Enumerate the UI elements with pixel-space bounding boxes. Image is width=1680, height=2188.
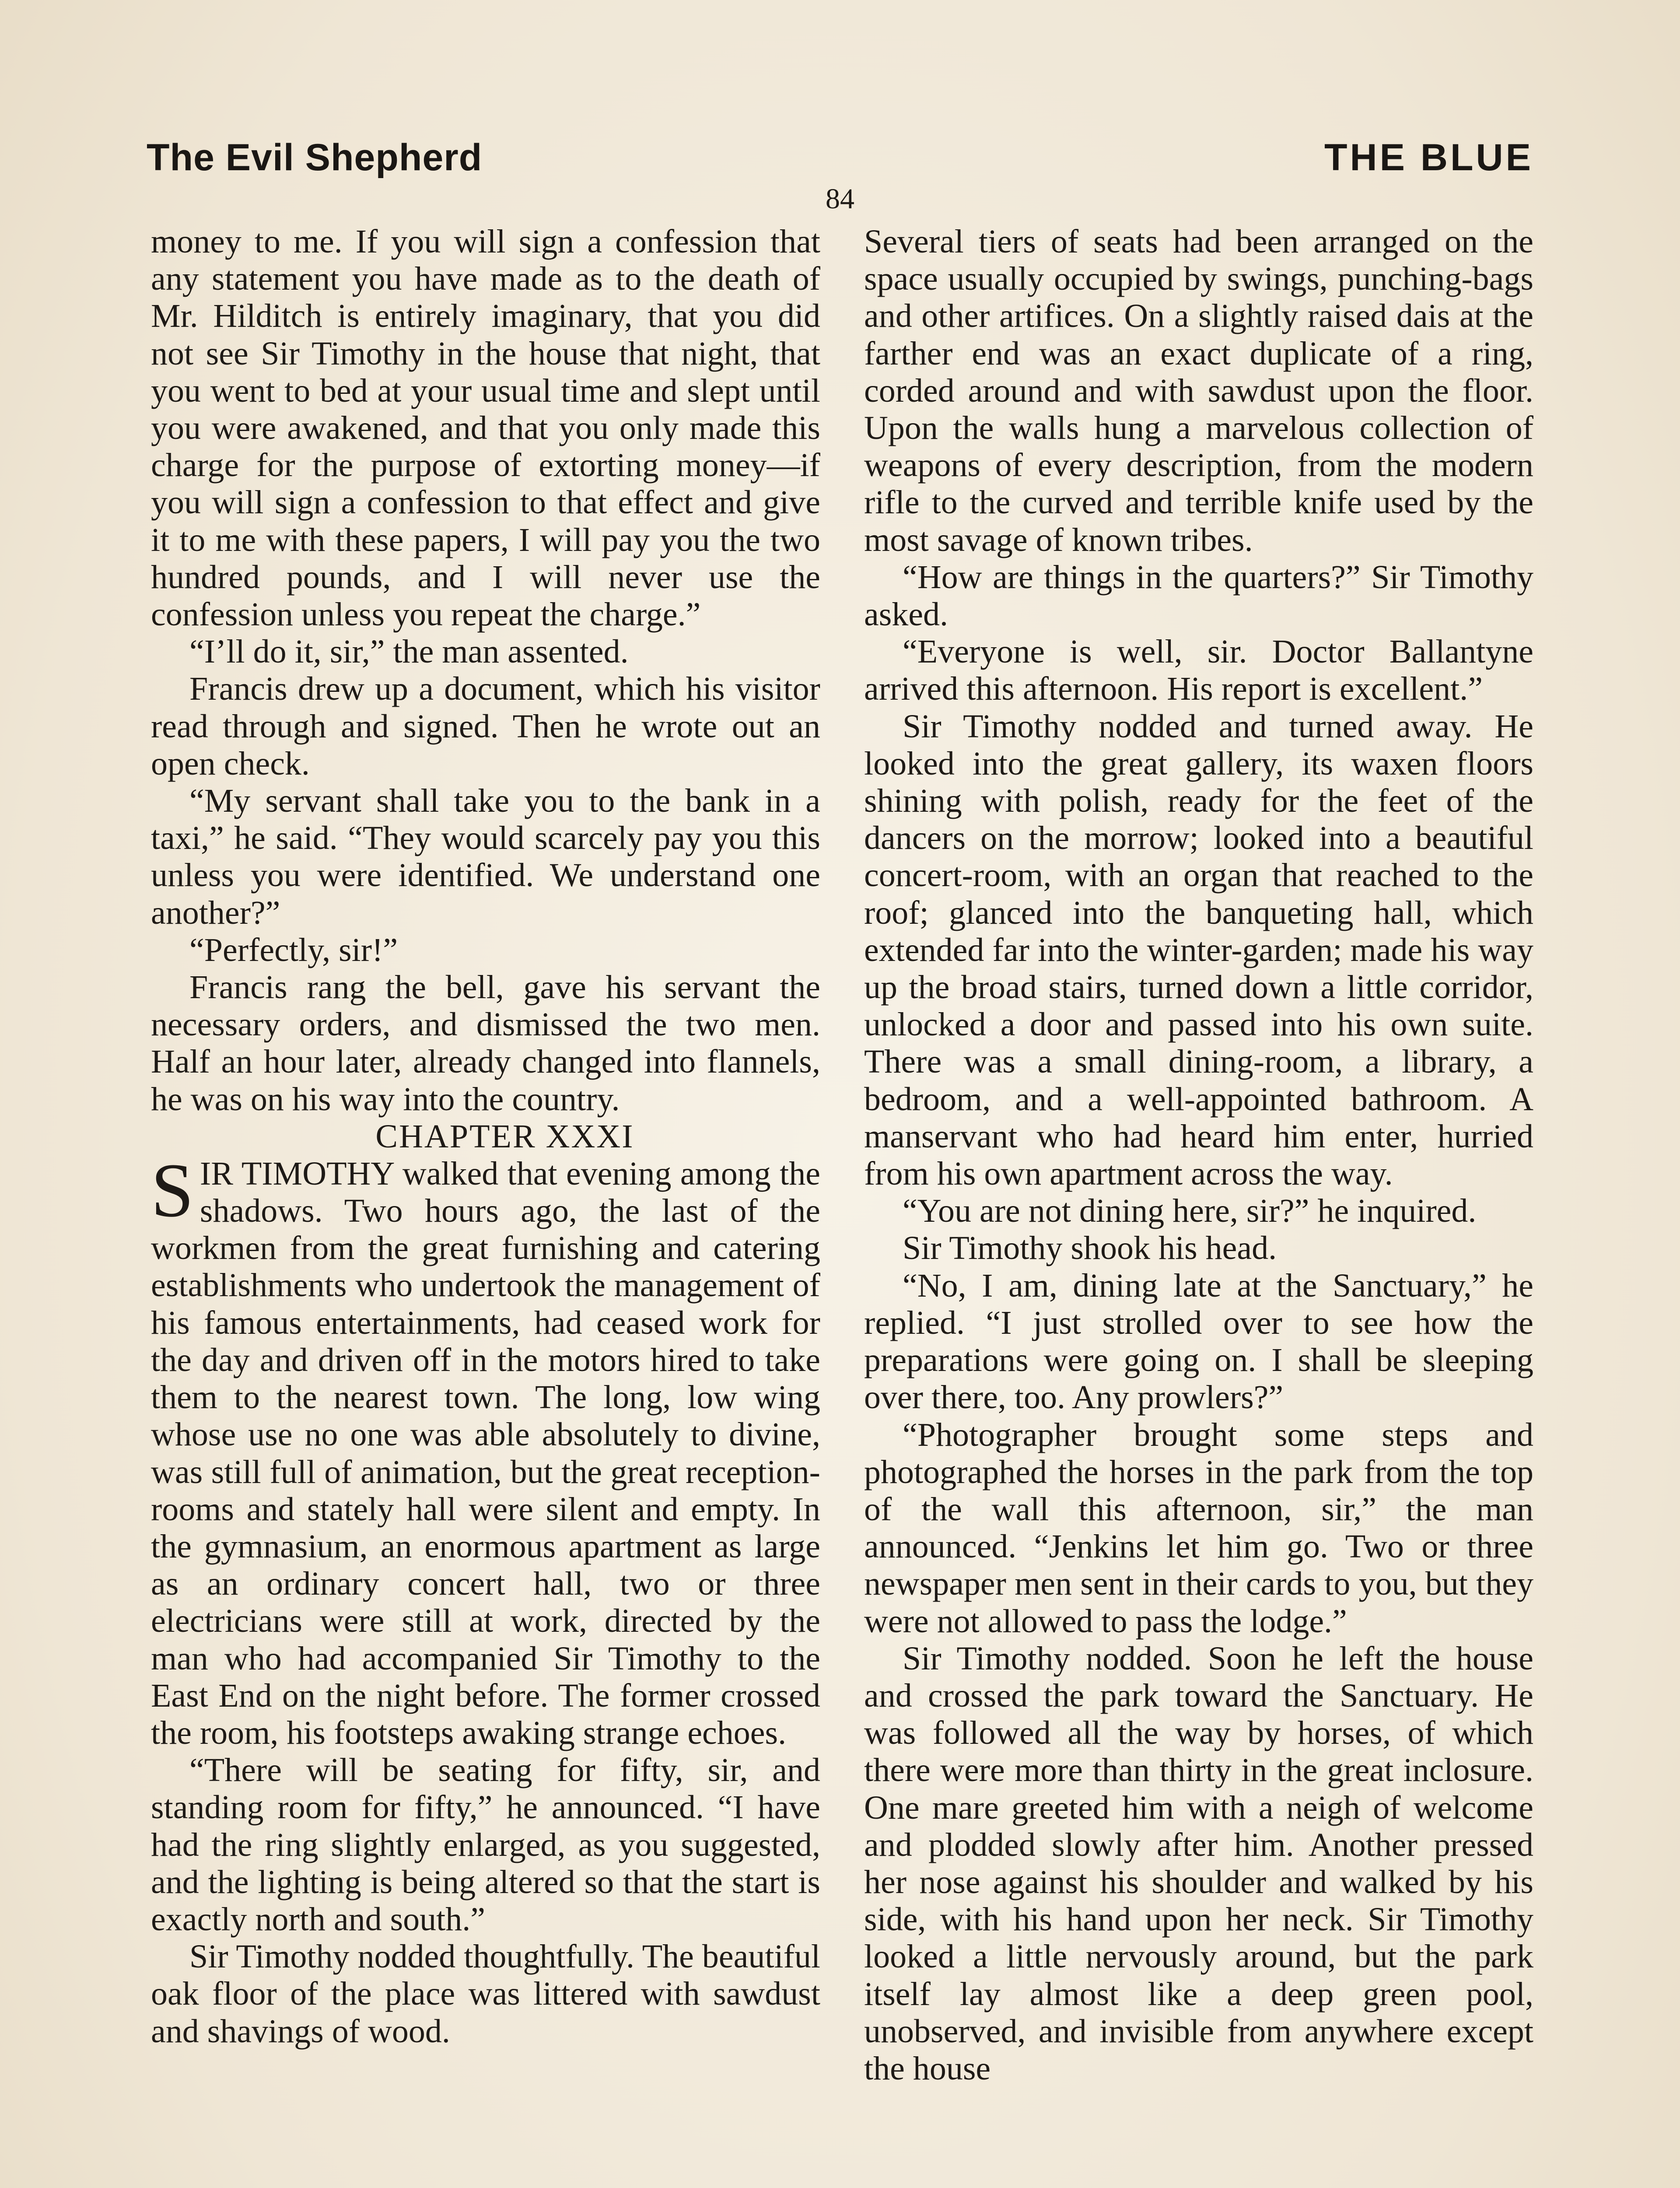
running-title: The Evil Shepherd bbox=[147, 137, 483, 179]
paragraph: money to me. If you will sign a confession that any statement you have made as to the death of Mr. Hilditch is entirely imaginary, that you did not see Sir Timothy in the house that night, that you went to bed at your usual time and slept until you were awakened, and that you only made this charge for the purpose of extorting money—if you will sign a confession to that effect and give it to me with these papers, I will pay you the two hundred pounds, and I will never use the confession unless you repeat the charge.” bbox=[151, 223, 820, 633]
paragraph: Sir Timothy nodded thoughtfully. The beautiful oak floor of the place was littered with sawdust and shavings of wood. bbox=[151, 1938, 820, 2050]
paragraph: “Photographer brought some steps and photographed the horses in the park from the top of the wall this afternoon, sir,” the man announced. “Jenkins let him go. Two or three newspaper men sent in their cards to you, but they were not allowed to pass the lodge.” bbox=[864, 1416, 1533, 1640]
chapter-heading: CHAPTER XXXI bbox=[375, 1118, 634, 1155]
paragraph: Francis rang the bell, gave his servant the necessary orders, and dismissed the two men. Half an hour later, already changed into flannels, he was on his way into the country. bbox=[151, 969, 820, 1118]
paragraph: “My servant shall take you to the bank in a taxi,” he said. “They would scarcely pay you this unless you were identified. We understand one another?” bbox=[151, 782, 820, 931]
paragraph: Sir Timothy nodded. Soon he left the house and crossed the park toward the Sanctuary. He was followed all the way by horses, of which there were more than thirty in the great inclosure. One mare greeted him with a neigh of welcome and plodded slowly after him. Another pressed her nose against his shoulder and walked by his side, with his hand upon her neck. Sir Timothy looked a little nervously around, but the park itself lay almost like a deep green pool, unobserved, and invisible from anywhere except the house bbox=[864, 1640, 1533, 2087]
paragraph: “You are not dining here, sir?” he inquired. bbox=[903, 1192, 1477, 1230]
paragraph: Sir Timothy nodded and turned away. He looked into the great gallery, its waxen floors shining with polish, ready for the feet of the dancers on the morrow; looked into a beautiful concert-room, with an organ that reached to the roof; glanced into the banqueting hall, which extended far into the winter-garden; made his way up the broad stairs, turned down a little corridor, unlocked a door and passed into his own suite. There was a small dining-room, a library, a bedroom, and a well-appointed bathroom. A manservant who had heard him enter, hurried from his own apartment across the way. bbox=[864, 708, 1533, 1192]
paragraph: “Everyone is well, sir. Doctor Ballantyne arrived this afternoon. His report is excellent.” bbox=[864, 633, 1533, 708]
chapter-opening-paragraph bbox=[151, 1147, 820, 1752]
drop-cap: S bbox=[151, 1147, 194, 1233]
paragraph: Francis drew up a document, which his visitor read through and signed. Then he wrote out an open check. bbox=[151, 670, 820, 782]
magazine-title: THE BLUE bbox=[1324, 137, 1533, 179]
paragraph: Sir Timothy shook his head. bbox=[903, 1230, 1277, 1267]
paragraph: “How are things in the quarters?” Sir Timothy asked. bbox=[864, 558, 1533, 633]
paragraph: Several tiers of seats had been arranged on the space usually occupied by swings, punching-bags and other artifices. On a slightly raised dais at the farther end was an exact duplicate of a ring, corded around and with sawdust upon the floor. Upon the walls hung a marvelous collection of weapons of every description, from the modern rifle to the curved and terrible knife used by the most savage of known tribes. bbox=[864, 223, 1533, 558]
right-column bbox=[864, 223, 1533, 2188]
paragraph: “There will be seating for fifty, sir, and standing room for fifty,” he announced. “I have had the ring slightly enlarged, as you suggested, and the lighting is being altered so that the start is exactly north and south.” bbox=[151, 1752, 820, 1938]
page-number: 84 bbox=[826, 183, 854, 215]
paragraph: “Perfectly, sir!” bbox=[189, 931, 398, 968]
page-header bbox=[147, 127, 1533, 188]
chapter-opening-text: IR TIMOTHY walked that evening among the shadows. Two hours ago, the last of the workmen from the great furnishing and catering establishments who undertook the management of his famous entertainments, had ceased work for the day and driven off in the motors hired to take them to the nearest town. The long, low wing whose use no one was able absolutely to divine, was still full of animation, but the great reception-rooms and stately hall were silent and empty. In the gymnasium, an enormous apartment as large as an ordinary concert hall, two or three electricians were still at work, directed by the man who had accompanied Sir Timothy to the East End on the night before. The former crossed the room, his footsteps awaking strange echoes. bbox=[151, 1155, 820, 1751]
left-column bbox=[151, 223, 820, 2188]
paragraph: “No, I am, dining late at the Sanctuary,” he replied. “I just strolled over to see how the preparations were going on. I shall be sleeping over there, too. Any prowlers?” bbox=[864, 1267, 1533, 1416]
paragraph: “I’ll do it, sir,” the man assented. bbox=[189, 633, 629, 670]
